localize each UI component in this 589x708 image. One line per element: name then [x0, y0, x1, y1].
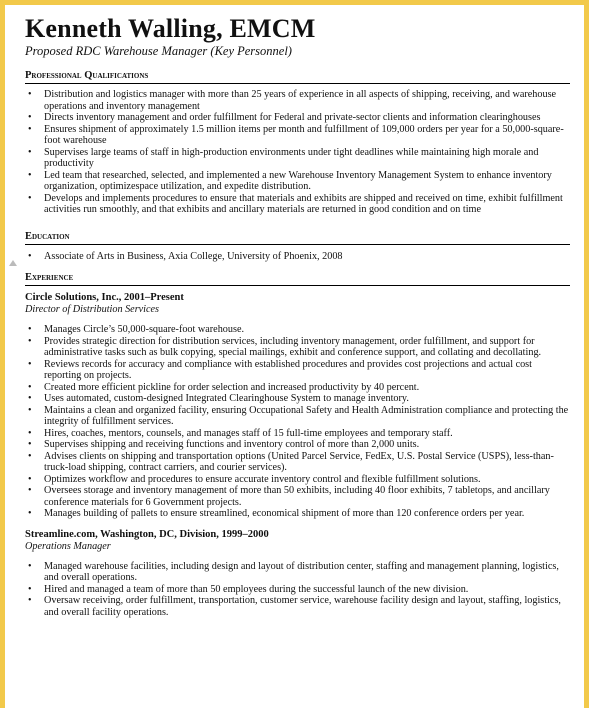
education-heading [25, 230, 570, 245]
qualifications-list [25, 89, 570, 216]
list-item: • Maintains a clean and organized facility, ensuring Occupational Safety and Health Administration compliance and protecting the integrity of fulfillment services. [25, 405, 570, 428]
job-entry [25, 529, 570, 619]
list-item: • Oversaw receiving, order fulfillment, transportation, customer service, warehouse facility design and layout, staffing, logistics, and overall facility operations. [25, 595, 570, 618]
list-item: • Uses automated, custom-designed Integrated Clearinghouse System to manage inventory. [25, 393, 570, 405]
qualifications-heading-text: Professional Qualifications [25, 70, 149, 81]
list-item: • Hires, coaches, mentors, counsels, and manages staff of 15 full-time employees and temporary staff. [25, 428, 570, 440]
list-item: • Reviews records for accuracy and compliance with established procedures and provides cost projections and actual cost reporting on projects. [25, 359, 570, 382]
list-item: • Associate of Arts in Business, Axia College, University of Phoenix, 2008 [25, 251, 570, 263]
list-item: • Manages building of pallets to ensure streamlined, economical shipment of more than 120 conference orders per year. [25, 508, 570, 520]
list-item: • Supervises large teams of staff in high-production environments under tight deadlines while maintaining high morale and productivity [25, 147, 570, 170]
qualifications-heading [25, 69, 570, 84]
job-role: Director of Distribution Services [25, 304, 160, 315]
job-entry [25, 292, 570, 520]
list-item: • Ensures shipment of approximately 1.5 million items per month and fulfillment of 109,000 orders per year for a 50,000-square-foot warehouse [25, 124, 570, 147]
list-item: • Develops and implements procedures to ensure that materials and exhibits are shipped and received on time, exhibit fulfillment activities run smoothly, and that exhibits and ancillary materials are returned in good condition and on time [25, 193, 570, 216]
list-item: • Distribution and logistics manager with more than 25 years of experience in all aspects of shipping, receiving, and warehouse operations and inventory management [25, 89, 570, 112]
list-item: • Provides strategic direction for distribution services, including inventory management, order fulfillment, and support for administrative tasks such as bulk copying, special mailings, exhibit and conference support, and collating and decollating. [25, 336, 570, 359]
education-list [25, 251, 570, 263]
list-item: • Optimizes workflow and procedures to ensure accurate inventory control and flexible fulfillment solutions. [25, 474, 570, 486]
list-item: • Oversees storage and inventory management of more than 50 exhibits, including 40 floor exhibits, 7 tabletops, and ancillary conference materials for 6 Government projects. [25, 485, 570, 508]
list-item: • Hired and managed a team of more than 50 employees during the successful launch of the new division. [25, 584, 570, 596]
list-item: • Supervises shipping and receiving functions and inventory control of more than 2,000 units. [25, 439, 570, 451]
job-company: Circle Solutions, Inc., 2001–Present [25, 292, 184, 303]
job-company: Streamline.com, Washington, DC, Division, 1999–2000 [25, 528, 269, 540]
candidate-name: Kenneth Walling, EMCM [25, 14, 316, 43]
list-item: • Led team that researched, selected, and implemented a new Warehouse Inventory Management System to enhance inventory organization, optimizespace utilization, and expedite distribution. [25, 170, 570, 193]
education-heading-text: Education [25, 230, 70, 242]
list-item: • Manages Circle’s 50,000-square-foot warehouse. [25, 324, 570, 336]
job-role: Operations Manager [25, 540, 111, 552]
list-item: • Directs inventory management and order fulfillment for Federal and private-sector clients and information clearinghouses [25, 112, 570, 124]
candidate-subtitle: Proposed RDC Warehouse Manager (Key Personnel) [25, 44, 292, 58]
job-duties-list [25, 324, 570, 520]
resume-content [25, 15, 570, 618]
list-item: • Managed warehouse facilities, including design and layout of distribution center, staffing and management planning, logistics, and overall operations. [25, 561, 570, 584]
resume-page [5, 5, 584, 708]
experience-heading-text: Experience [25, 272, 74, 283]
section-marker-icon [9, 260, 17, 266]
list-item: • Advises clients on shipping and transportation options (United Parcel Service, FedEx, U.S. Postal Service (USPS), less-than-truck-load shipping, contract carriers, and courier services). [25, 451, 570, 474]
experience-heading [25, 271, 570, 286]
job-duties-list [25, 561, 570, 619]
list-item: • Created more efficient pickline for order selection and increased productivity by 40 percent. [25, 382, 570, 394]
